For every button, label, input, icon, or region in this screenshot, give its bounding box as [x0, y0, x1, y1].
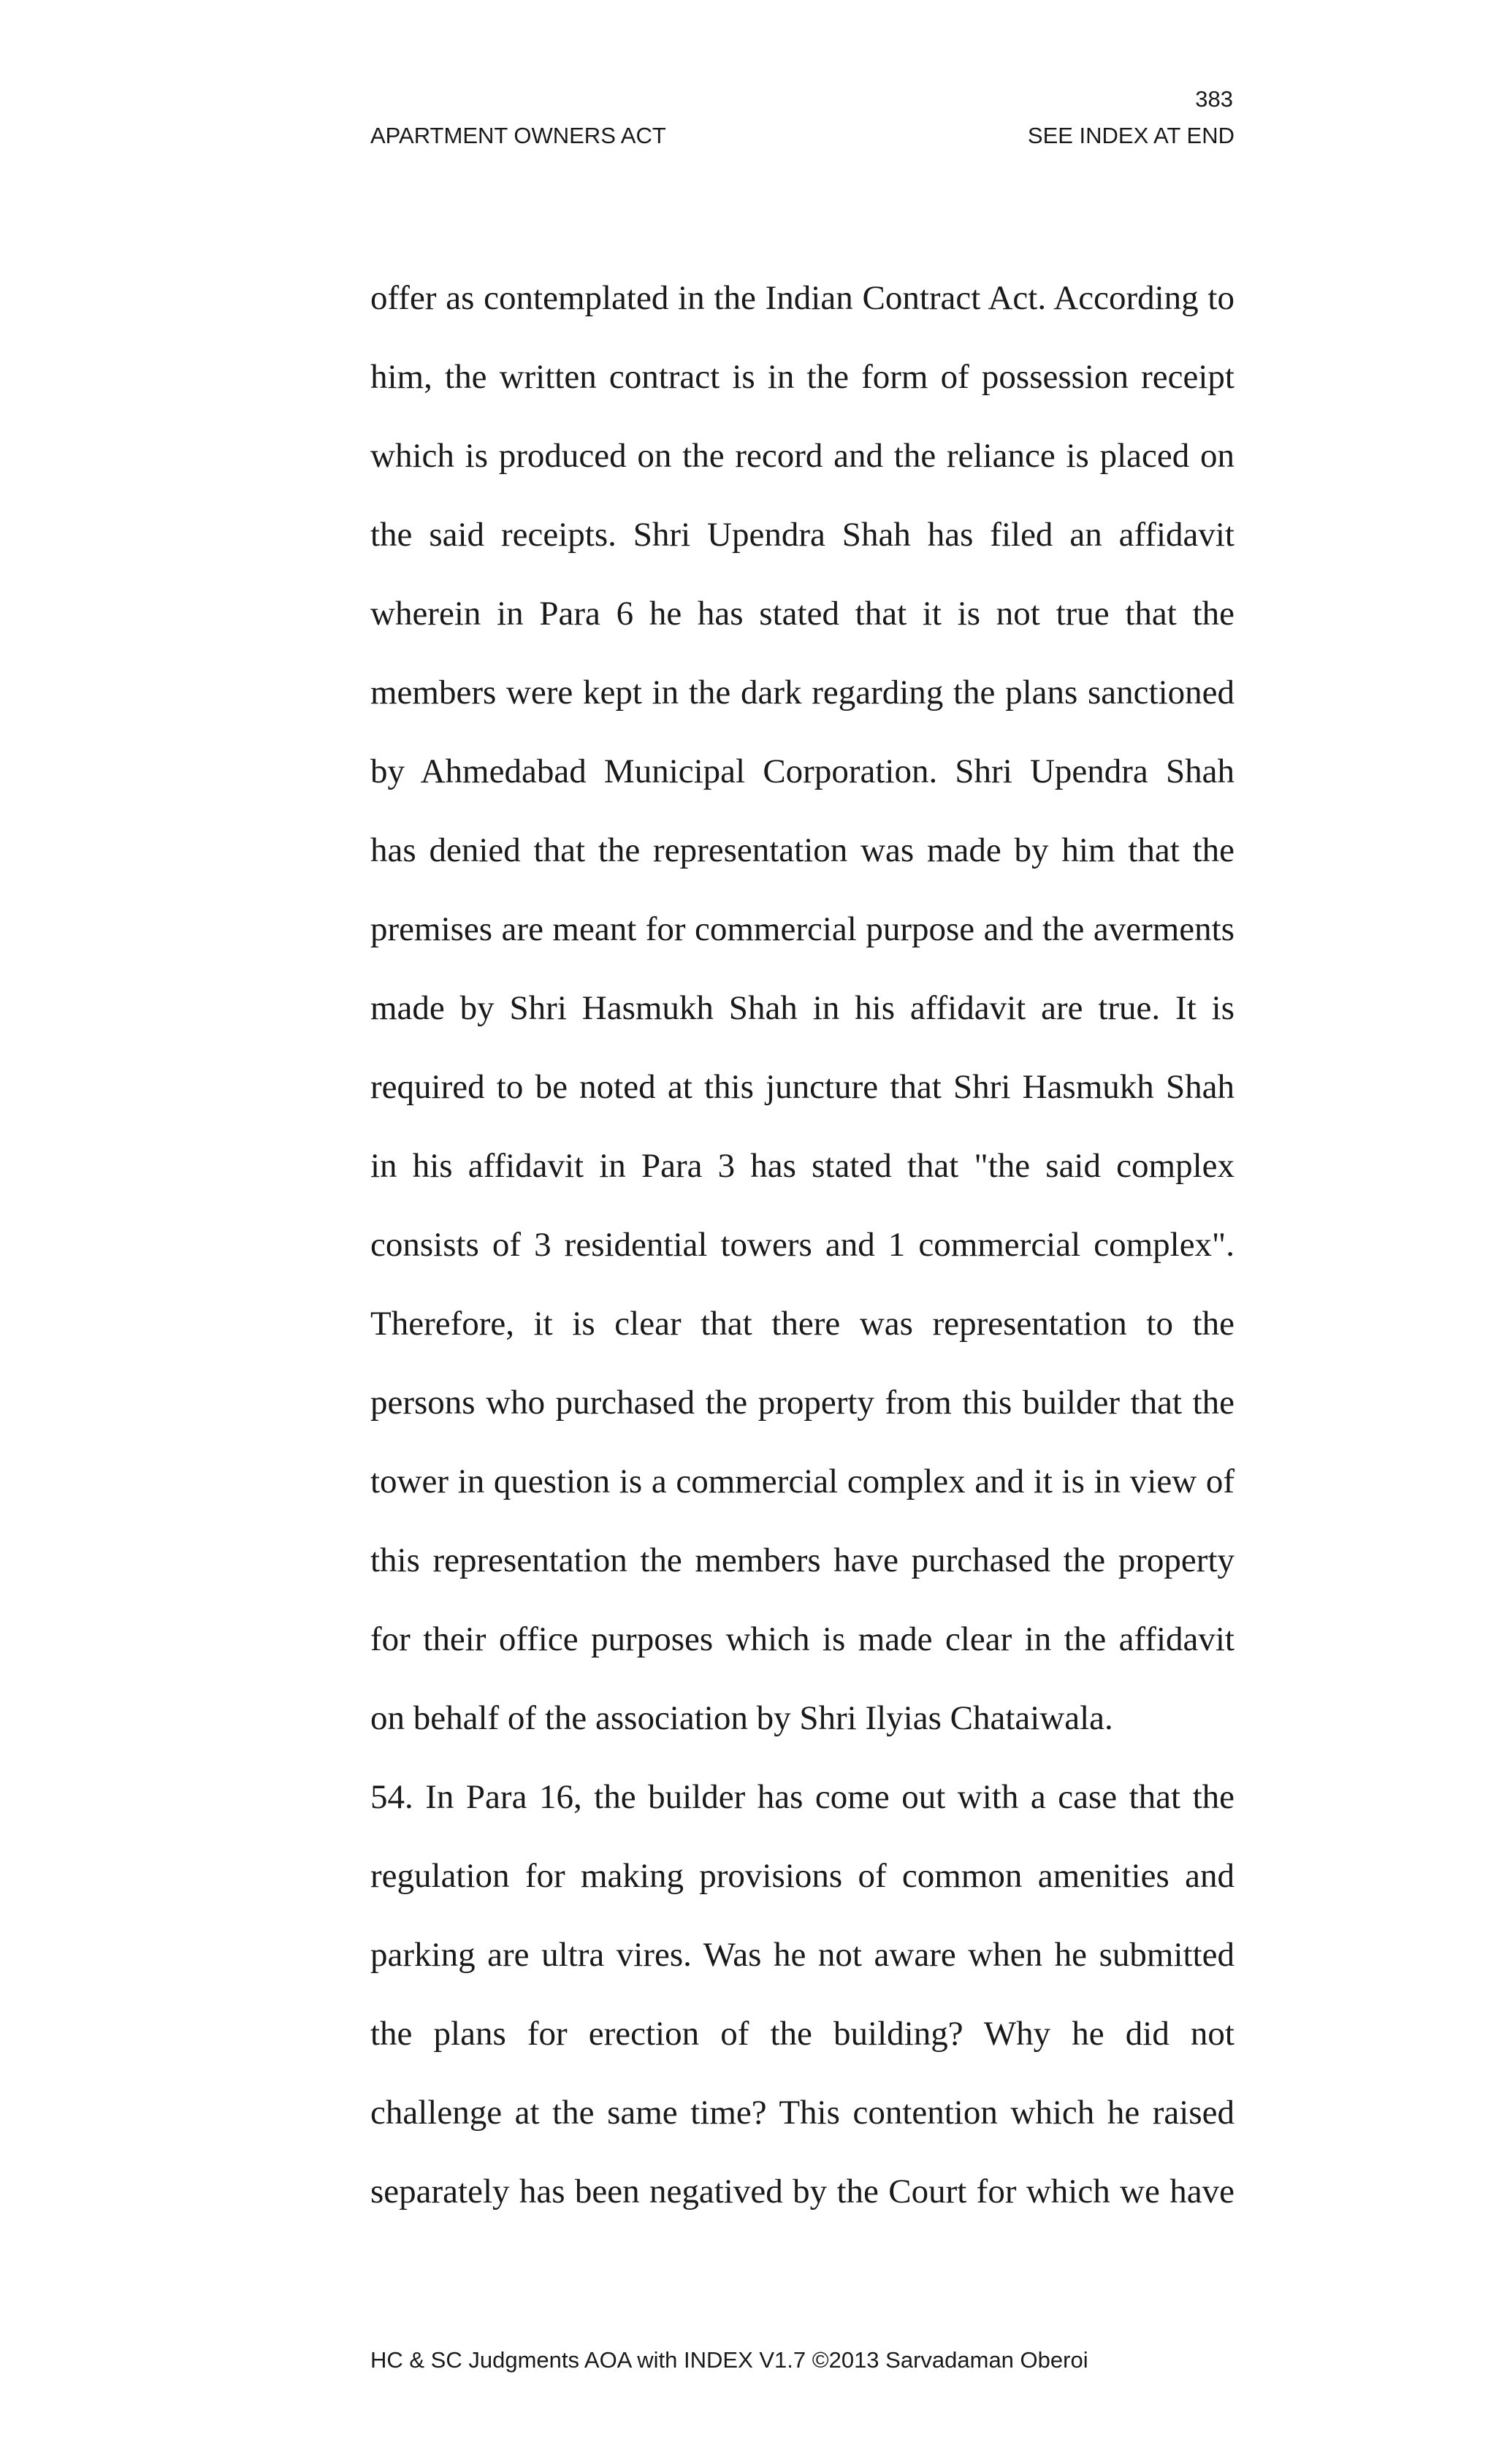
body-line: separately has been negatived by the Court for which we have — [370, 2173, 1234, 2211]
body-line: Therefore, it is clear that there was representation to the — [370, 1305, 1234, 1343]
body-line: this representation the members have purchased the property — [370, 1541, 1234, 1579]
header-right-note: SEE INDEX AT END — [1027, 123, 1234, 148]
body-line: parking are ultra vires. Was he not aware when he submitted — [370, 1936, 1234, 1974]
body-line: consists of 3 residential towers and 1 commercial complex". — [370, 1226, 1234, 1264]
body-text — [370, 259, 1234, 2231]
body-line: on behalf of the association by Shri Ilyias Chataiwala. — [370, 1699, 1113, 1737]
body-line: the plans for erection of the building? Why he did not — [370, 2015, 1234, 2053]
body-line: persons who purchased the property from this builder that the — [370, 1384, 1234, 1422]
header-left-title: APARTMENT OWNERS ACT — [370, 123, 666, 148]
page-footer: HC & SC Judgments AOA with INDEX V1.7 ©2013 Sarvadaman Oberoi — [370, 2347, 1088, 2373]
body-line: by Ahmedabad Municipal Corporation. Shri Upendra Shah — [370, 752, 1234, 790]
body-line: made by Shri Hasmukh Shah in his affidavit are true. It is — [370, 989, 1234, 1027]
body-line: premises are meant for commercial purpose and the averments — [370, 910, 1234, 948]
body-line: members were kept in the dark regarding the plans sanctioned — [370, 674, 1234, 712]
body-line: for their office purposes which is made clear in the affidavit — [370, 1620, 1234, 1658]
body-line: him, the written contract is in the form of possession receipt — [370, 358, 1234, 396]
body-line: challenge at the same time? This contention which he raised — [370, 2094, 1234, 2132]
body-line: wherein in Para 6 he has stated that it is not true that the — [370, 595, 1234, 633]
body-line: the said receipts. Shri Upendra Shah has filed an affidavit — [370, 516, 1234, 554]
running-header — [370, 124, 1234, 147]
page-number: 383 — [1195, 86, 1233, 112]
body-line: in his affidavit in Para 3 has stated that "the said complex — [370, 1147, 1234, 1185]
body-line: required to be noted at this juncture that Shri Hasmukh Shah — [370, 1068, 1234, 1106]
body-line: has denied that the representation was made by him that the — [370, 831, 1234, 869]
body-line: offer as contemplated in the Indian Contract Act. According to — [370, 279, 1234, 317]
body-line: tower in question is a commercial complex and it is in view of — [370, 1462, 1234, 1500]
body-line: regulation for making provisions of common amenities and — [370, 1857, 1234, 1895]
body-line: 54. In Para 16, the builder has come out with a case that the — [370, 1778, 1234, 1816]
body-line: which is produced on the record and the reliance is placed on — [370, 437, 1234, 475]
